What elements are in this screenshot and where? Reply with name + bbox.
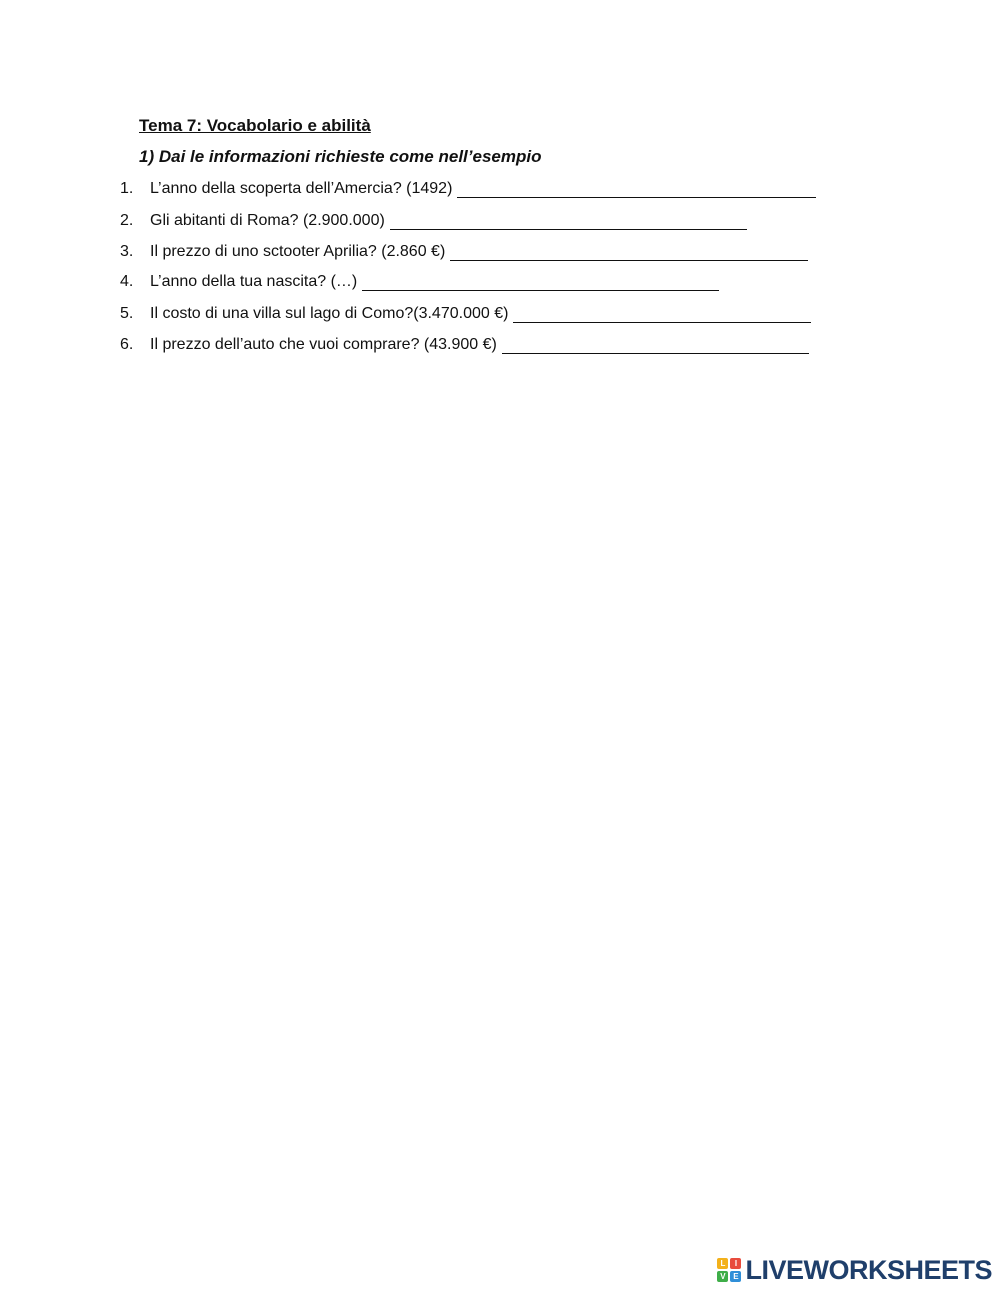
question-item (120, 208, 747, 230)
question-number: 1. (120, 180, 134, 197)
question-item (120, 301, 811, 323)
question-item (120, 176, 816, 198)
logo-tile-l: L (717, 1258, 728, 1269)
logo-tile-e: E (730, 1271, 741, 1282)
question-text: Il costo di una villa sul lago di Como?(3.470.000 €) (150, 305, 509, 322)
answer-field-1[interactable] (457, 180, 816, 197)
logo-tile-v: V (717, 1271, 728, 1282)
liveworksheets-logo-icon (717, 1258, 741, 1282)
answer-line (513, 305, 811, 323)
question-text: Il prezzo dell’auto che vuoi comprare? (43.900 €) (150, 336, 497, 353)
answer-field-3[interactable] (450, 243, 808, 260)
question-number: 5. (120, 305, 134, 322)
answer-line (390, 212, 747, 230)
question-text: L’anno della tua nascita? (…) (150, 273, 358, 290)
question-number: 3. (120, 243, 134, 260)
question-text: Gli abitanti di Roma? (2.900.000) (150, 212, 385, 229)
answer-field-6[interactable] (502, 336, 809, 353)
answer-line (502, 336, 809, 354)
logo-tile-i: I (730, 1258, 741, 1269)
brand-name: LIVEWORKSHEETS (745, 1255, 992, 1285)
answer-field-4[interactable] (362, 273, 719, 290)
answer-field-2[interactable] (390, 212, 747, 229)
question-text: Il prezzo di uno sctooter Aprilia? (2.860 €) (150, 243, 446, 260)
answer-field-5[interactable] (513, 305, 811, 322)
question-item (120, 239, 808, 261)
question-number: 2. (120, 212, 134, 229)
question-number: 6. (120, 336, 134, 353)
exercise-instruction: 1) Dai le informazioni richieste come nell’esempio (139, 147, 542, 166)
question-item (120, 269, 719, 291)
answer-line (450, 243, 808, 261)
page-title: Tema 7: Vocabolario e abilità (139, 116, 371, 135)
liveworksheets-brand (717, 1255, 992, 1285)
question-text: L’anno della scoperta dell’Amercia? (1492) (150, 180, 453, 197)
answer-line (362, 273, 719, 291)
answer-line (457, 180, 816, 198)
question-item (120, 332, 809, 354)
question-number: 4. (120, 273, 134, 290)
